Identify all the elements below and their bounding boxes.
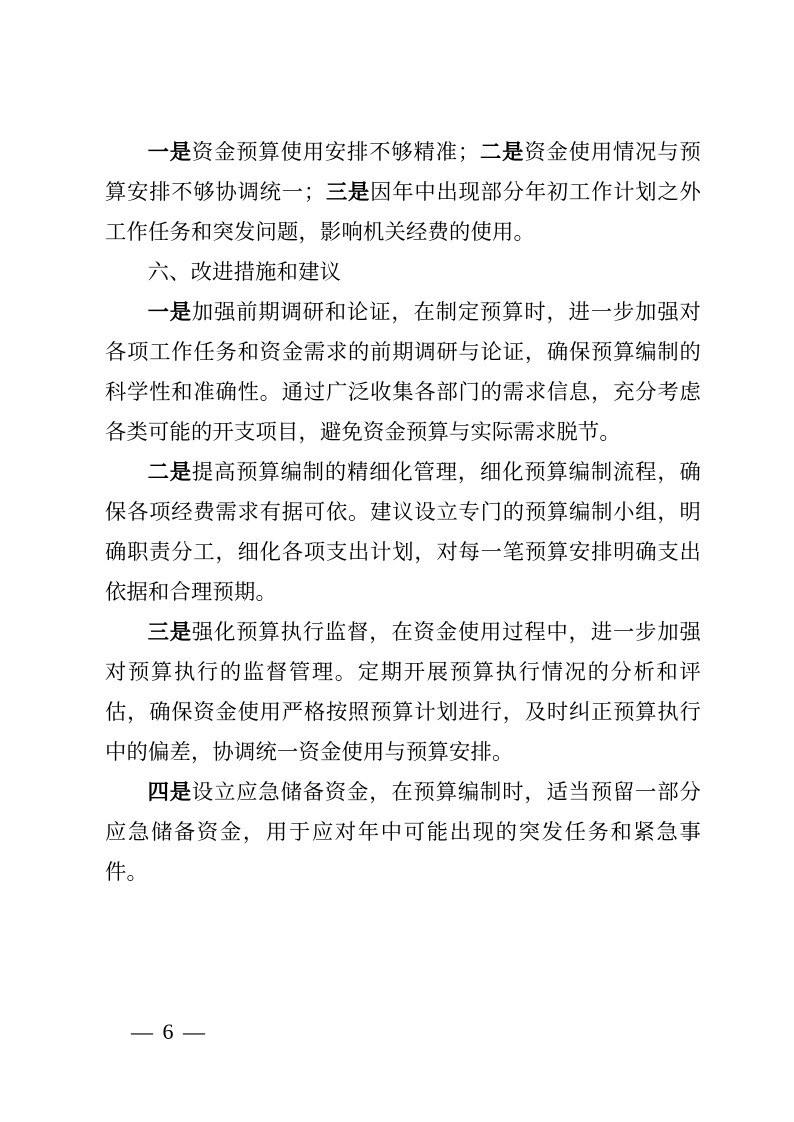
- bold-marker: 二是: [479, 140, 525, 164]
- paragraph-text: 提高预算编制的精细化管理，细化预算编制流程，确保各项经费需求有据可依。建议设立专门的预算编制小组，明确职责分工，细化各项支出计划，对每一笔预算安排明确支出依据和合理预期。: [105, 460, 701, 604]
- paragraph-measure-1: [105, 292, 701, 452]
- paragraph-measure-4: [105, 772, 701, 892]
- bold-marker: 一是: [147, 300, 192, 324]
- paragraph-text: 设立应急储备资金，在预算编制时，适当预留一部分应急储备资金，用于应对年中可能出现的突发任务和紧急事件。: [105, 780, 701, 884]
- paragraph-text: 因年中出现部分年初工作计划之外工作任务和突发问题，影响机关经费的使用。: [105, 180, 701, 244]
- section-heading-text: 六、改进措施和建议: [147, 260, 342, 284]
- paragraph-text: 强化预算执行监督，在资金使用过程中，进一步加强对预算执行的监督管理。定期开展预算执行情况的分析和评估，确保资金使用严格按照预算计划进行，及时纠正预算执行中的偏差，协调统一资金使用与预算安排。: [105, 620, 701, 764]
- paragraph-measure-2: [105, 452, 701, 612]
- bold-marker: 四是: [147, 780, 192, 804]
- paragraph-text: 资金使用情况与预算安排不够协调统一；: [105, 140, 701, 204]
- section-heading: [105, 252, 701, 292]
- paragraph-measure-3: [105, 612, 701, 772]
- document-body: [105, 132, 701, 892]
- bold-marker: 一是: [147, 140, 192, 164]
- bold-marker: 三是: [147, 620, 192, 644]
- page-number: — 6 —: [131, 1019, 205, 1044]
- paragraph-text: 加强前期调研和论证，在制定预算时，进一步加强对各项工作任务和资金需求的前期调研与论证，确保预算编制的科学性和准确性。通过广泛收集各部门的需求信息，充分考虑各类可能的开支项目，避免资金预算与实际需求脱节。: [105, 300, 701, 444]
- paragraph-text: 资金预算使用安排不够精准；: [191, 140, 480, 164]
- paragraph-issues-summary: [105, 132, 701, 252]
- bold-marker: 二是: [147, 460, 192, 484]
- bold-marker: 三是: [325, 180, 371, 204]
